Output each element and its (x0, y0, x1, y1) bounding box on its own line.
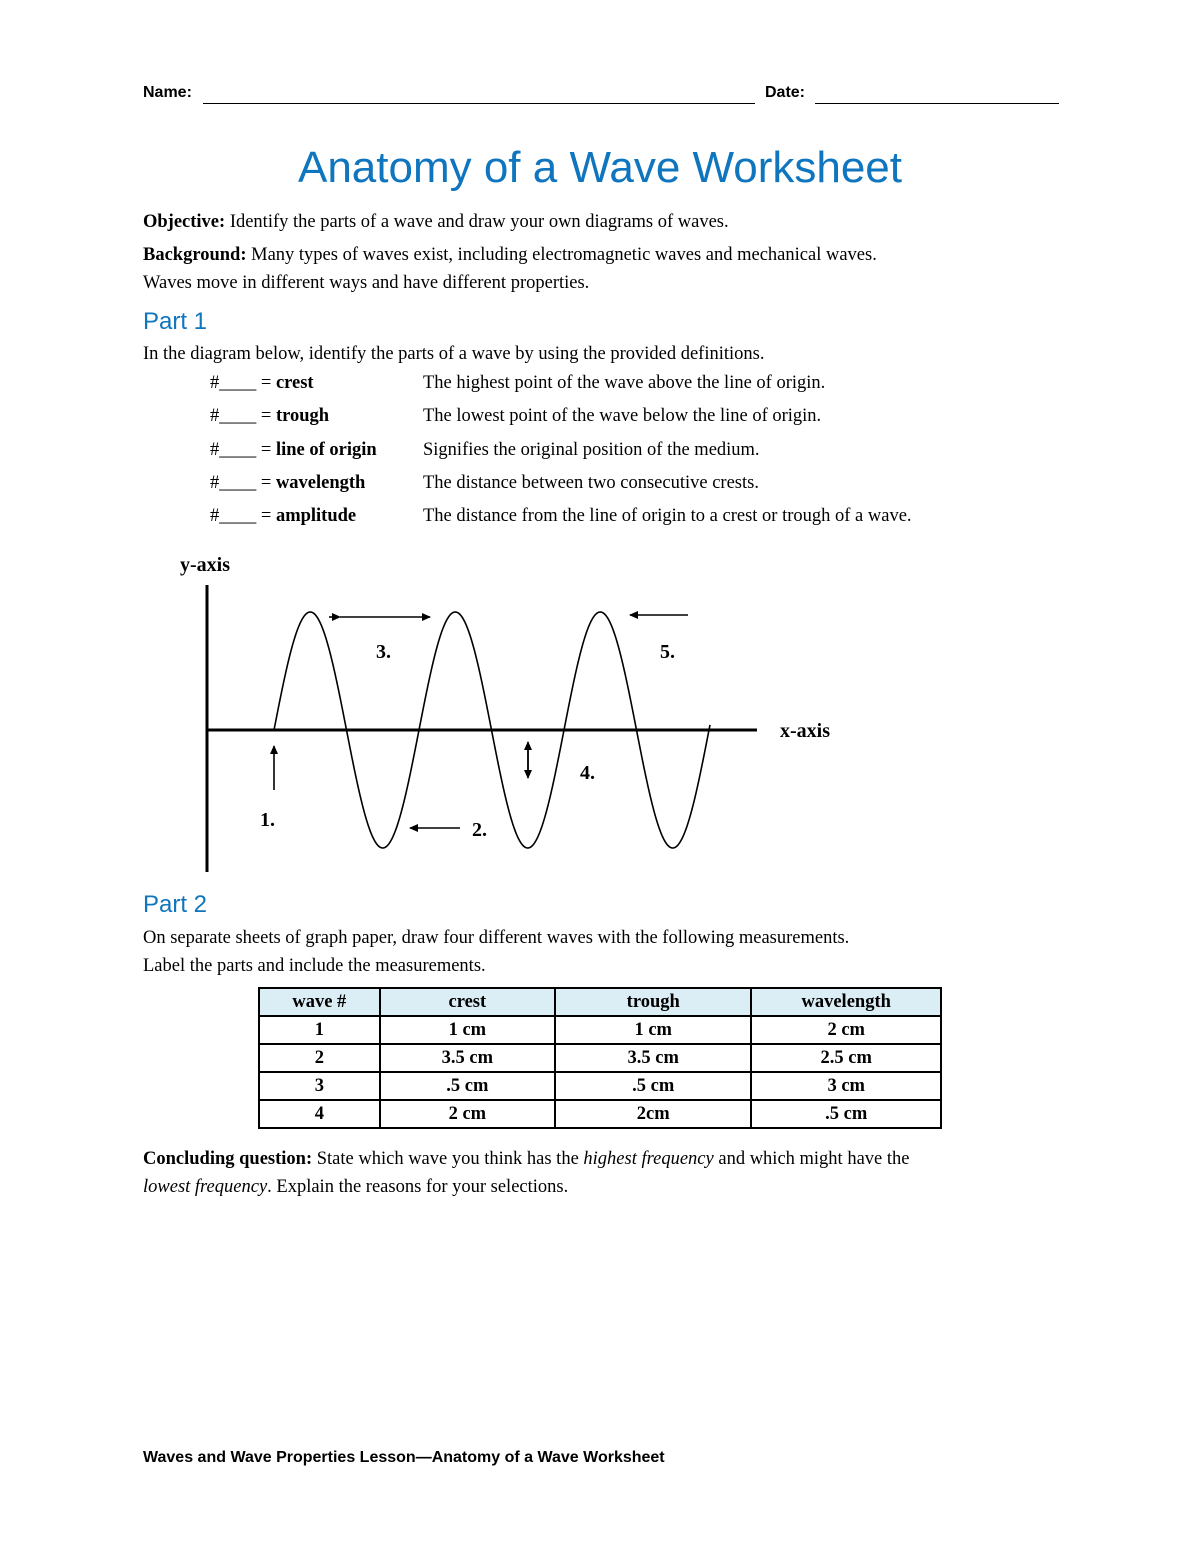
part1-intro: In the diagram below, identify the parts of a wave by using the provided definitions. (143, 344, 765, 364)
definition: The distance from the line of origin to a crest or trough of a wave. (423, 506, 912, 526)
background-text-1: Many types of waves exist, including electromagnetic waves and mechanical waves. (246, 245, 877, 265)
part2-intro (143, 924, 849, 980)
table-cell: 3.5 cm (380, 1044, 555, 1072)
definition: Signifies the original position of the medium. (423, 440, 760, 460)
concluding-question (143, 1145, 1063, 1201)
term: line of origin (275, 440, 377, 460)
table-cell: 1 (259, 1016, 380, 1044)
term: trough (275, 406, 330, 426)
table-cell: .5 cm (555, 1072, 751, 1100)
measurements-table (258, 987, 942, 1129)
concluding-text: State which wave you think has the (312, 1149, 584, 1169)
table-cell: 2 cm (751, 1016, 941, 1044)
part2-intro-line-1: On separate sheets of graph paper, draw four different waves with the following measurements. (143, 928, 850, 948)
page-title: Anatomy of a Wave Worksheet (297, 143, 903, 192)
part1-heading: Part 1 (143, 308, 208, 335)
table-cell: 3 (259, 1072, 380, 1100)
term: amplitude (275, 506, 357, 526)
blank-field[interactable]: #____ = (210, 440, 276, 460)
concluding-emphasis: highest frequency (583, 1149, 714, 1169)
table-cell: 2 (259, 1044, 380, 1072)
table-header-row (259, 988, 941, 1016)
objective-label: Objective: (143, 212, 226, 232)
blank-field[interactable]: #____ = (210, 506, 276, 526)
background-label: Background: (143, 245, 247, 265)
blank-field[interactable]: #____ = (210, 406, 276, 426)
table-cell: 2 cm (380, 1100, 555, 1128)
definition: The distance between two consecutive crests. (423, 473, 759, 493)
concluding-text: and which might have the (713, 1149, 910, 1169)
column-header: crest (380, 988, 555, 1016)
concluding-emphasis: lowest frequency (143, 1177, 268, 1197)
table-cell: 1 cm (555, 1016, 751, 1044)
term: crest (275, 373, 314, 393)
table-row (259, 1072, 941, 1100)
column-header: wave # (259, 988, 380, 1016)
concluding-text: . Explain the reasons for your selections. (267, 1177, 569, 1197)
objective-text: Identify the parts of a wave and draw your own diagrams of waves. (225, 212, 729, 232)
name-date-row (143, 84, 1059, 108)
table-cell: 2cm (555, 1100, 751, 1128)
objective-paragraph (143, 208, 729, 236)
label-5: 5. (660, 641, 675, 663)
column-header: wavelength (751, 988, 941, 1016)
table-cell: 3.5 cm (555, 1044, 751, 1072)
name-line[interactable] (203, 103, 755, 104)
definition: The lowest point of the wave below the line of origin. (423, 406, 822, 426)
part2-heading: Part 2 (143, 891, 208, 918)
label-2: 2. (472, 819, 487, 841)
y-axis-label: y-axis (180, 554, 230, 576)
blank-field[interactable]: #____ = (210, 373, 276, 393)
term: wavelength (275, 473, 366, 493)
table-cell: .5 cm (380, 1072, 555, 1100)
blank-field[interactable]: #____ = (210, 473, 276, 493)
table-row (259, 1016, 941, 1044)
table-cell: 2.5 cm (751, 1044, 941, 1072)
label-1: 1. (260, 809, 275, 831)
definition: The highest point of the wave above the line of origin. (423, 373, 826, 393)
wave-diagram (0, 540, 1200, 885)
label-3: 3. (376, 641, 391, 663)
table-row (259, 1100, 941, 1128)
table-cell: .5 cm (751, 1100, 941, 1128)
table-row (259, 1044, 941, 1072)
table-cell: 1 cm (380, 1016, 555, 1044)
date-label: Date: (765, 84, 806, 101)
part2-intro-line-2: Label the parts and include the measurements. (143, 956, 486, 976)
label-4: 4. (580, 762, 595, 784)
date-line[interactable] (815, 103, 1059, 104)
page-footer: Waves and Wave Properties Lesson—Anatomy of a Wave Worksheet (143, 1449, 665, 1466)
background-text-2: Waves move in different ways and have different properties. (143, 273, 590, 293)
table-cell: 4 (259, 1100, 380, 1128)
background-paragraph (143, 241, 877, 297)
name-label: Name: (143, 84, 192, 101)
x-axis-label: x-axis (780, 720, 830, 742)
table-cell: 3 cm (751, 1072, 941, 1100)
column-header: trough (555, 988, 751, 1016)
concluding-label: Concluding question: (143, 1149, 313, 1169)
